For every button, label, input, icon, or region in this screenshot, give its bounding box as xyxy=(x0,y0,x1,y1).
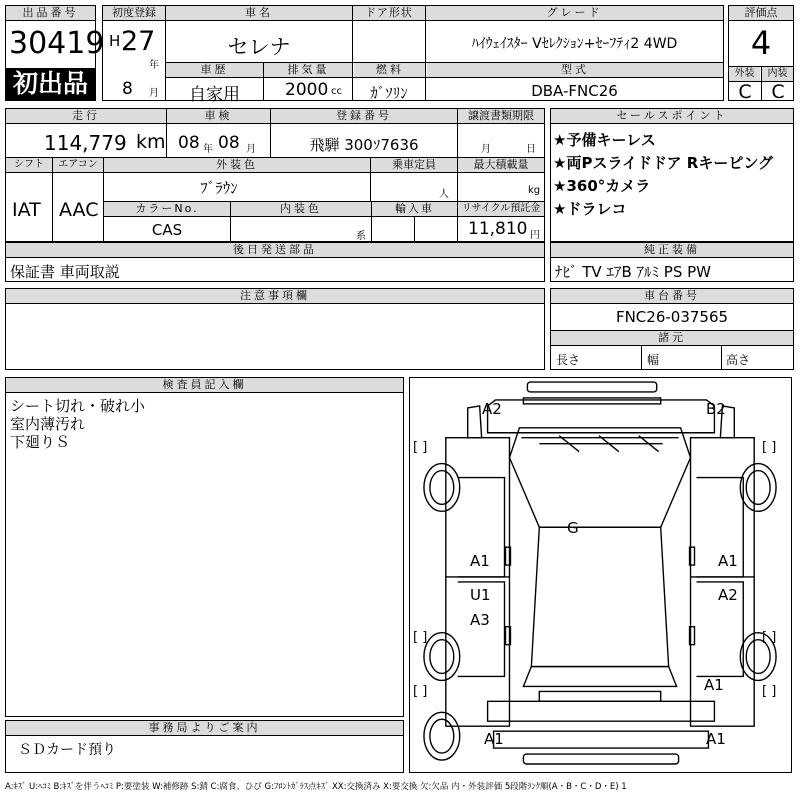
plate-header: 登録番号 xyxy=(271,109,457,123)
later-parts-header: 後日発送部品 xyxy=(6,243,544,257)
car-name-header: 車名 xyxy=(166,6,352,20)
inspector-note-2: 室内薄汚れ xyxy=(10,415,86,433)
displacement-header: 排気量 xyxy=(264,63,353,77)
first-reg-header: 初度登録 xyxy=(103,6,165,20)
grade-header: グレード xyxy=(426,6,723,20)
car-outline-svg xyxy=(410,378,791,772)
chassis-header: 車台番号 xyxy=(551,289,793,303)
left-bracket-1: [ ] xyxy=(413,440,428,455)
notes-box xyxy=(5,288,545,370)
fuel-header: 燃料 xyxy=(354,63,426,77)
inspection-header: 車検 xyxy=(167,109,270,123)
car-name: セレナ xyxy=(227,35,291,59)
inspector-box xyxy=(5,377,404,717)
color-no-header: カラーNo. xyxy=(104,202,230,216)
capacity-header: 乗車定員 xyxy=(371,158,457,172)
later-parts-box xyxy=(5,242,545,282)
height-label: 高さ xyxy=(726,353,751,367)
office-header: 事務局よりご案内 xyxy=(6,721,403,735)
sales-points-header: セールスポイント xyxy=(551,109,793,123)
left-bracket-3: [ ] xyxy=(413,684,428,699)
mileage-unit: km xyxy=(136,131,166,153)
interior-header: 内装 xyxy=(762,67,793,81)
damage-mark-g-windshield: G xyxy=(567,519,579,537)
ext-color-value: ﾌﾞﾗｳﾝ xyxy=(200,179,238,197)
transfer-header: 譲渡書類期限 xyxy=(458,109,544,123)
max-load-unit: kg xyxy=(528,185,541,196)
recycle-unit: 円 xyxy=(530,230,540,241)
right-bracket-2: [ ] xyxy=(762,630,777,645)
door-header: ドア形状 xyxy=(353,6,425,20)
first-reg-month: 8 xyxy=(122,79,133,99)
transfer-month-unit: 月 xyxy=(481,144,491,155)
recycle-value: 11,810 xyxy=(468,219,528,239)
inspection-month-unit: 月 xyxy=(246,144,256,155)
interior-score: C xyxy=(771,81,785,103)
history-header: 車歴 xyxy=(166,63,263,77)
transfer-day-unit: 日 xyxy=(526,144,536,155)
inspection-year-unit: 年 xyxy=(203,144,213,155)
inspector-header: 検査員記入欄 xyxy=(6,378,403,392)
office-note: ＳＤカード預り xyxy=(18,742,116,758)
notes-header: 注意事項欄 xyxy=(6,289,544,303)
displacement-unit: cc xyxy=(331,86,342,97)
equipment-box xyxy=(550,242,794,282)
length-label: 長さ xyxy=(556,353,581,367)
exterior-header: 外装 xyxy=(729,67,760,81)
shift-value: IAT xyxy=(12,199,41,221)
damage-mark-a1-right-door-front: A1 xyxy=(718,552,738,570)
first-reg-month-unit: 月 xyxy=(149,88,159,99)
sales-points-box xyxy=(550,108,794,242)
grade-value: ﾊｲｳｪｲｽﾀｰ Vｾﾚｸｼｮﾝ+ｾｰﾌﾃｨ2 4WD xyxy=(471,36,678,52)
left-bracket-2: [ ] xyxy=(413,630,428,645)
damage-mark-a1-left-door-front: A1 xyxy=(470,552,490,570)
damage-mark-a3-left-rear: A3 xyxy=(470,611,490,629)
vehicle-info-table xyxy=(102,5,724,105)
dims-header: 諸元 xyxy=(551,331,793,345)
int-color-header: 内装色 xyxy=(231,202,371,216)
damage-mark-a1-rear-left: A1 xyxy=(484,730,504,748)
damage-mark-b2-front-right: B2 xyxy=(706,400,726,418)
aircon-header: エアコン xyxy=(53,158,103,172)
ext-color-header: 外装色 xyxy=(104,158,370,172)
mileage-table xyxy=(5,108,545,242)
fuel-value: ｶﾞｿﾘﾝ xyxy=(370,84,408,102)
damage-diagram xyxy=(409,377,792,773)
equipment-value: ﾅﾋﾞ TV ｴｱB ｱﾙﾐ PS PW xyxy=(555,263,711,281)
inspection-month: 08 xyxy=(218,133,240,153)
office-box xyxy=(5,720,404,773)
displacement-value: 2000 xyxy=(285,80,329,100)
plate-value: 飛騨 300ｿ7636 xyxy=(309,136,419,154)
inspector-note-3: 下廻りＳ xyxy=(10,433,71,451)
damage-mark-u1-left-door-rear: U1 xyxy=(470,586,491,604)
first-reg-year-unit: 年 xyxy=(149,60,159,71)
sales-point-1: ★予備キーレス xyxy=(553,131,656,149)
model-header: 型式 xyxy=(427,63,723,77)
sales-point-4: ★ドラレコ xyxy=(553,200,627,218)
lot-number-header: 出品番号 xyxy=(6,6,95,20)
aircon-value: AAC xyxy=(59,199,99,221)
mileage-header: 走行 xyxy=(6,109,166,123)
equipment-header: 純正装備 xyxy=(551,243,793,257)
chassis-box xyxy=(550,288,794,370)
max-load-header: 最大積載量 xyxy=(458,158,544,172)
first-listing-badge: 初出品 xyxy=(6,68,95,100)
exterior-score: C xyxy=(738,81,752,103)
model-value: DBA-FNC26 xyxy=(531,82,618,100)
color-no-value: CAS xyxy=(151,221,183,239)
overall-score: 4 xyxy=(750,24,772,62)
score-block xyxy=(728,5,794,101)
legend-text: A:ｷｽﾞ U:ﾍｺﾐ B:ｷｽﾞを伴うﾍｺﾐ P:要塗装 W:補修跡 S:錆 C:腐食、ひび G:ﾌﾛﾝﾄｶﾞﾗｽ点ｷｽﾞ XX:交換済み X:要交換 欠:欠品 内・外装評価 5段階ﾗﾝｸ順(A・B・C・D・E) 1 xyxy=(5,782,627,792)
int-color-unit: 系 xyxy=(356,231,366,242)
import-header: 輸入車 xyxy=(372,202,457,216)
later-parts-value: 保証書 車両取説 xyxy=(10,263,120,281)
sales-point-3: ★360°カメラ xyxy=(553,177,651,195)
score-header: 評価点 xyxy=(729,6,793,20)
sales-point-2: ★両Pスライドドア Rキーピング xyxy=(553,154,774,172)
damage-mark-a2-front-left: A2 xyxy=(482,400,502,418)
lot-number: 30419 xyxy=(9,26,105,61)
history-value: 自家用 xyxy=(189,85,240,105)
mileage-value: 114,779 xyxy=(44,131,127,155)
capacity-unit: 人 xyxy=(439,189,449,200)
first-reg-year: 27 xyxy=(121,26,156,57)
chassis-value: FNC26-037565 xyxy=(615,308,729,326)
damage-mark-a1-rear-right: A1 xyxy=(706,730,726,748)
width-label: 幅 xyxy=(647,353,660,367)
right-bracket-3: [ ] xyxy=(762,684,777,699)
recycle-header: リサイクル預託金 xyxy=(458,202,544,216)
shift-header: シフト xyxy=(6,158,52,172)
first-reg-era: H xyxy=(109,32,121,50)
right-bracket-1: [ ] xyxy=(762,440,777,455)
inspector-note-1: シート切れ・破れ小 xyxy=(10,397,146,415)
inspection-year: 08 xyxy=(178,133,200,153)
damage-mark-a1-right-rear-fender: A1 xyxy=(704,676,724,694)
damage-mark-a2-right-door-rear: A2 xyxy=(718,586,738,604)
lot-number-block xyxy=(5,5,105,101)
